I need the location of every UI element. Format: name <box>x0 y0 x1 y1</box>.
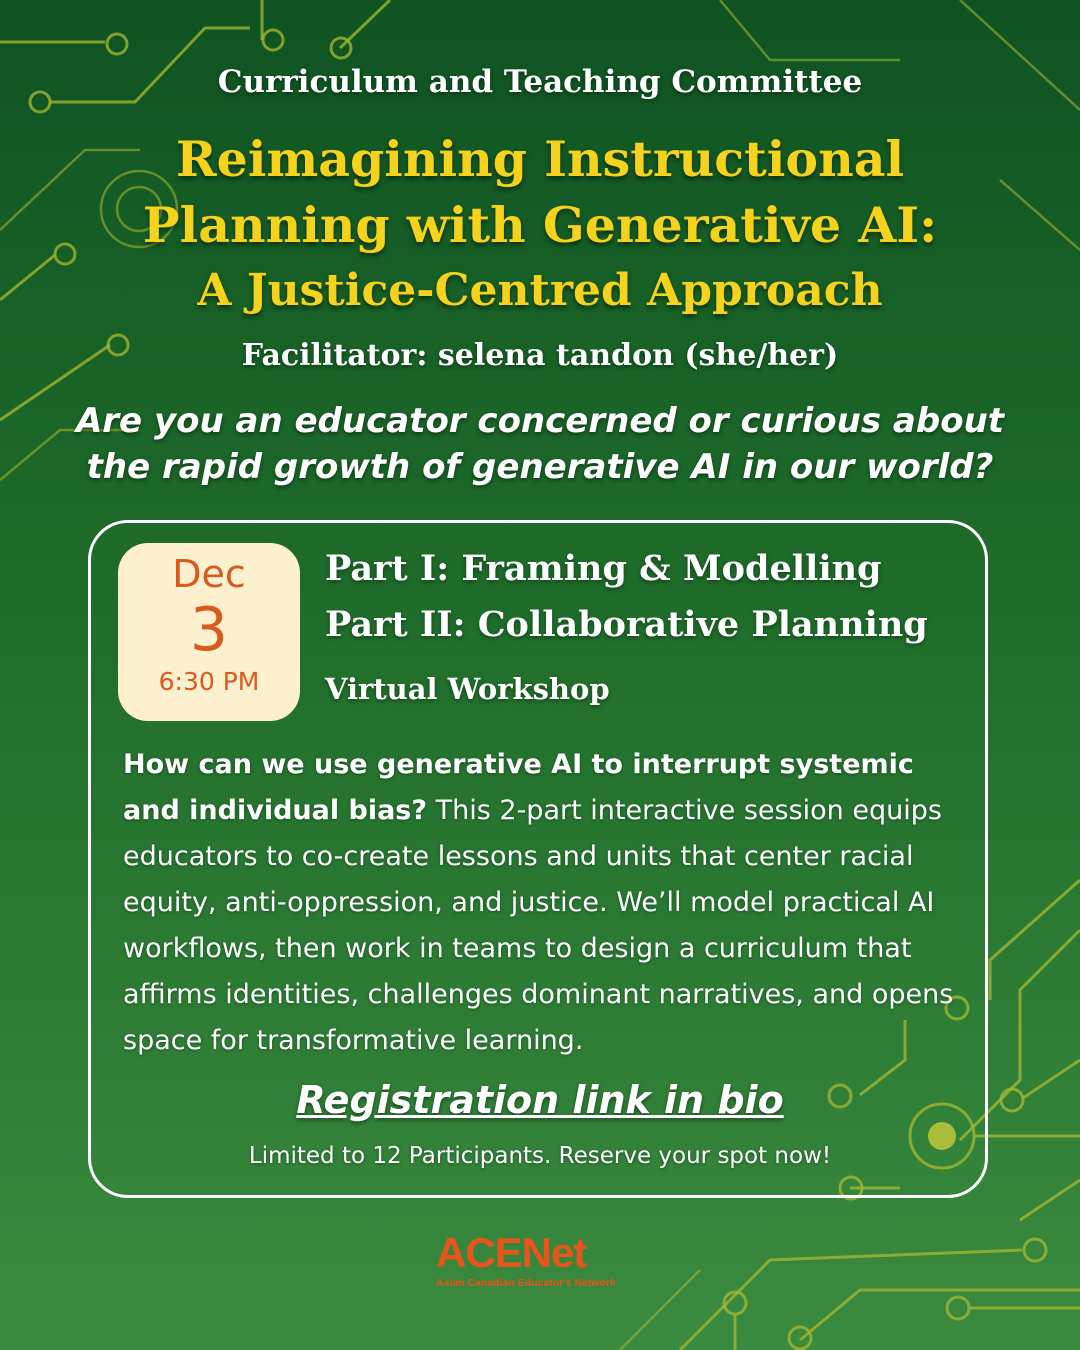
capacity-note: Limited to 12 Participants. Reserve your spot now! <box>248 1143 832 1169</box>
title-line-1: Reimagining Instructional <box>175 130 905 188</box>
logo-name: ACENet <box>436 1229 587 1276</box>
title-line-2: Planning with Generative AI: <box>142 196 938 254</box>
title-line-3: A Justice-Centred Approach <box>197 265 883 316</box>
event-description <box>123 742 968 1064</box>
committee-name: Curriculum and Teaching Committee <box>217 64 863 100</box>
session-part-1: Part I: Framing & Modelling <box>325 548 882 589</box>
date-badge <box>118 543 300 721</box>
logo-tagline: Asian Canadian Educator's Network <box>436 1277 616 1289</box>
date-day: 3 <box>189 595 229 665</box>
question-line-1: Are you an educator concerned or curious about <box>75 401 1005 441</box>
description-body: This 2-part interactive session equips educators to co-create lessons and units that center racial equity, anti-oppression, and justice. We’ll model practical AI workflows, then work in teams to design a curriculum that affirms identities, challenges dominant narratives, and opens space for transformative learning. <box>123 795 954 1056</box>
registration-link[interactable]: Registration link in bio <box>296 1078 784 1122</box>
intro-question <box>0 398 1080 490</box>
facilitator-text: Facilitator: selena tandon (she/her) <box>241 338 839 373</box>
description-lead: How can we use generative AI to interrupt systemic and individual bias? <box>123 749 914 826</box>
question-line-2: the rapid growth of generative AI in our world? <box>86 447 994 487</box>
event-title <box>0 126 1080 324</box>
date-month: Dec <box>172 552 246 596</box>
session-format: Virtual Workshop <box>325 672 610 706</box>
session-part-2: Part II: Collaborative Planning <box>325 604 928 645</box>
date-time: 6:30 PM <box>158 667 260 696</box>
acenet-logo <box>436 1230 646 1290</box>
